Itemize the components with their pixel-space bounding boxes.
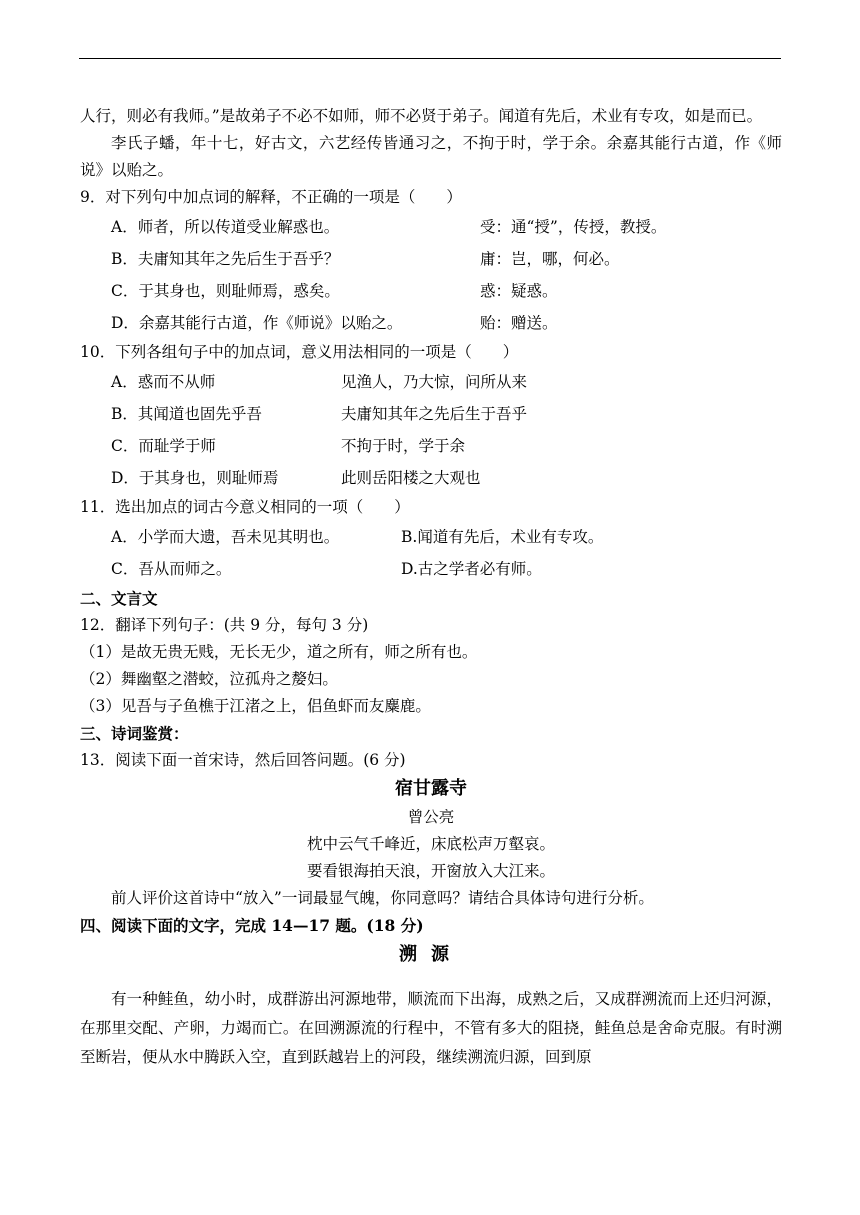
question-9 bbox=[80, 184, 782, 339]
option-b: B.闻道有先后，术业有专攻。 bbox=[401, 528, 604, 546]
question-10-stem: 10．下列各组句子中的加点词，意义用法相同的一项是（ ） bbox=[80, 343, 519, 361]
option-note: 惑：疑惑。 bbox=[480, 282, 558, 300]
option-text: C．于其身也，则耻师焉，惑矣。 bbox=[111, 282, 340, 300]
question-9-option-c bbox=[111, 275, 782, 307]
question-9-option-b bbox=[111, 243, 782, 275]
question-9-option-a bbox=[111, 211, 782, 243]
option-note: 贻：赠送。 bbox=[480, 314, 558, 332]
question-11-options-row-1 bbox=[111, 521, 782, 553]
option-text: B．夫庸知其年之先后生于吾乎？ bbox=[111, 250, 340, 268]
question-10 bbox=[80, 339, 782, 494]
question-11 bbox=[80, 494, 782, 585]
option-a: A．小学而大遗，吾未见其明也。 bbox=[111, 528, 340, 546]
translation-item-2: （2）舞幽壑之潜蛟，泣孤舟之嫠妇。 bbox=[80, 670, 338, 688]
question-10-option-c bbox=[111, 430, 782, 462]
option-text: A．惑而不从师 bbox=[111, 373, 216, 391]
poem-line-1: 枕中云气千峰近，床底松声万壑哀。 bbox=[306, 835, 555, 853]
article-paragraph: 有一种鲑鱼，幼小时，成群游出河源地带，顺流而下出海，成熟之后，又成群溯流而上还归河源，在那里交配、产卵，力竭而亡。在回溯源流的行程中，不管有多大的阻挠，鲑鱼总是舍命克服。有时溯至断岩，便从水中腾跃入空，直到跃越岩上的河段，继续溯流归源，回到原 bbox=[80, 990, 782, 1066]
exam-page bbox=[80, 103, 782, 1072]
section-2-title: 二、文言文 bbox=[80, 589, 158, 608]
section-3-title: 三、诗词鉴赏： bbox=[80, 724, 189, 743]
translation-item-1: （1）是故无贵无贱，无长无少，道之所有，师之所有也。 bbox=[80, 643, 478, 661]
option-text: A．师者，所以传道受业解惑也。 bbox=[111, 218, 340, 236]
option-text: B．其闻道也固先乎吾 bbox=[111, 405, 262, 423]
option-text: C．而耻学于师 bbox=[111, 437, 216, 455]
question-9-option-d bbox=[111, 307, 782, 339]
question-12-stem: 12．翻译下列句子：(共 9 分，每句 3 分) bbox=[80, 616, 369, 634]
poem-question: 前人评价这首诗中“放入”一词最显气魄，你同意吗？请结合具体诗句进行分析。 bbox=[111, 889, 654, 907]
poem-author: 曾公亮 bbox=[407, 808, 455, 826]
article-title: 溯源 bbox=[399, 944, 463, 965]
option-note: 庸：岂，哪，何必。 bbox=[480, 250, 620, 268]
intro-paragraph-2: 李氏子蟠，年十七，好古文，六艺经传皆通习之，不拘于时，学于余。余嘉其能行古道，作《师说》以贻之。 bbox=[80, 134, 782, 179]
question-10-option-a bbox=[111, 366, 782, 398]
option-pair: 夫庸知其年之先后生于吾乎 bbox=[341, 405, 528, 423]
option-text: D．余嘉其能行古道，作《师说》以贻之。 bbox=[111, 314, 403, 332]
option-note: 受：通“授”，传授，教授。 bbox=[480, 218, 667, 236]
section-4-title: 四、阅读下面的文字，完成 14—17 题。(18 分) bbox=[80, 916, 424, 935]
question-10-option-d bbox=[111, 462, 782, 494]
question-11-options-row-2 bbox=[111, 553, 782, 585]
option-text: D．于其身也，则耻师焉 bbox=[111, 469, 279, 487]
option-pair: 此则岳阳楼之大观也 bbox=[341, 469, 481, 487]
poem-title: 宿甘露寺 bbox=[395, 778, 467, 799]
option-d: D.古之学者必有师。 bbox=[401, 560, 542, 578]
option-pair: 见渔人，乃大惊，问所从来 bbox=[341, 373, 528, 391]
question-11-stem: 11．选出加点的词古今意义相同的一项（ ） bbox=[80, 498, 410, 516]
question-10-option-b bbox=[111, 398, 782, 430]
intro-paragraph-1: 人行，则必有我师。”是故弟子不必不如师，师不必贤于弟子。闻道有先后，术业有专攻，如是而已。 bbox=[80, 107, 763, 125]
option-pair: 不拘于时，学于余 bbox=[341, 437, 466, 455]
translation-item-3: （3）见吾与子鱼樵于江渚之上，侣鱼虾而友麋鹿。 bbox=[80, 697, 431, 715]
header-rule bbox=[79, 58, 781, 59]
poem-line-2: 要看银海拍天浪，开窗放入大江来。 bbox=[306, 862, 555, 880]
option-c: C．吾从而师之。 bbox=[111, 560, 232, 578]
question-13-stem: 13．阅读下面一首宋诗，然后回答问题。(6 分) bbox=[80, 751, 406, 769]
question-9-stem: 9．对下列句中加点词的解释，不正确的一项是（ ） bbox=[80, 188, 462, 206]
